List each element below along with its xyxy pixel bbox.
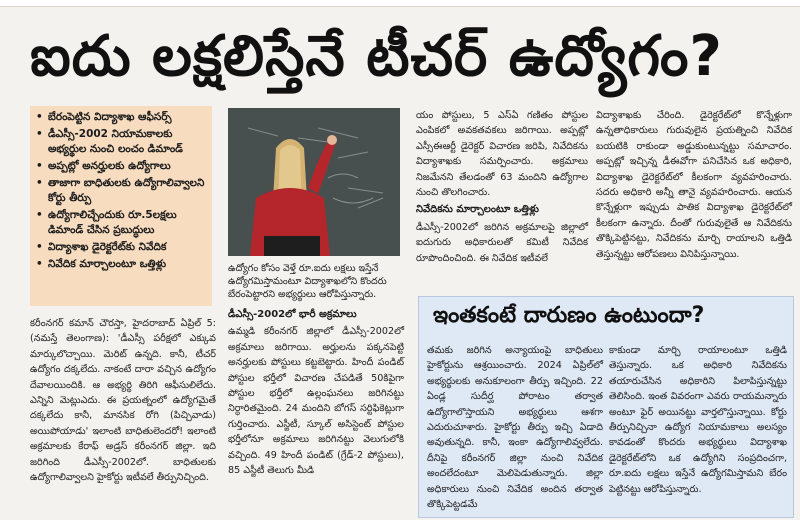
highlight-item: • తాజాగా బాధితులకు ఉద్యోగాలివ్వాలని కోర్టు తీర్పు [36, 176, 208, 206]
sidebar-story-column-2: కాకుండా మార్చి రాయాలంటూ ఒత్తిడి తెస్తున్నారు. ఒక అధికారి నివేదికను తయారుచేసిన అధికారిని పిలాపిస్తున్నట్టు తెలిసింది. ఇంత వివరంగా ఎవరు రాయమన్నారు అంటూ ఫైర్ అయినట్టు వార్తలొస్తున్నాయి. కోర్టు తీర్పునిచ్చినా ఉద్యోగ నియామకాలు అలస్యం కావడంతో కొందరు అభ్యర్థులు విద్యాశాఖ డైరెక్టరేట్‌లోని ఒక ఉద్యోగిని సంప్రదించగా, రూ.ఐదు లక్షలు ఇస్తేనే ఉద్యోగమిస్తామని బేరం పెట్టినట్టు ఆరోపిస్తున్నారు. [609, 345, 787, 495]
sidebar-story-column-1: తమకు జరిగిన అన్యాయంపై బాధితులు హైకోర్టును ఆశ్రయించారు. 2024 ఏప్రిల్‌లో అభ్యర్థులకు అనుకూలంగా తీర్పు ఇచ్చింది. 22 ఏండ్ల సుదీర్ఘ పోరాటం తర్వాత ఉద్యోగాలొస్తాయని అభ్యర్థులు ఆశగా ఎదురుచూశారు. హైకోర్టు తీర్పు ఇచ్చి ఏడాది అవుతున్నది. కానీ, ఇంకా ఉద్యోగాలివ్వలేదు. దీనిపై కరీంనగర్ జిల్లా నుంచి నివేదిక అందలేదంటూ మెలిపెడుతున్నారు. జిల్లా అధికారులు నుంచి నివేదిక అందిన తర్వాత తొక్కిపెట్టడమే [427, 345, 603, 511]
column-1-text: కరీంనగర్ కమాన్ చౌరస్తా, హైదరాబాద్ ఏప్రిల్ 5: (నమస్తే తెలంగాణ): 'డీఎస్సీ పరీక్షలో ఎక్కువ మార్కులొచ్చాయి. మెరిట్ ఉన్నది. కానీ, టీచర్ ఉద్యోగం దక్కలేదు. నాకంటే దారా వచ్చిన ఉద్యోగం దేవాలయిందికి. ఆ అభ్యర్థి తిరిగి ఆఫీసులిలేదు. ఎన్నిని మెట్లుఎదు. ఈ ప్రయత్నంలో ఉద్యోగమైతే దక్కలేదు కానీ, మానసిక రోగి (పిచ్చివాడు) అయిపోయాడు' ఇలాంటి బాధితులెందరో! ఇలాంటి అక్రమాలకు కేరాఫ్ అడ్రస్ కరీంనగర్ జిల్లా. ఇది జరిగింది డీఎస్సీ-2002లో. బాధితులకు ఉద్యోగాలివ్వాలని హైకోర్టు ఇటీవలే తీర్పునిచ్చింది. [30, 318, 216, 484]
teacher-at-chalkboard-photo [228, 108, 400, 256]
highlights-list [36, 110, 208, 272]
highlight-item: • నివేదిక మార్చాలంటూ ఒత్తిళ్లు [36, 257, 208, 272]
highlight-item: • విద్యాశాఖ డైరెక్టరేట్‌కు నివేదిక [36, 240, 208, 255]
column-2-text: ఉమ్మడి కరీంనగర్ జిల్లాలో డీఎస్సీ-2002లో అక్రమాలు జరిగాయి. అర్హులను పక్కనపెట్టి అనర్హులకు పోస్టులు కట్టబెట్టారు. హిందీ పండిట్ పోస్టుల భర్తీలో విచారణ చేపడితే 50కిపైగా పోస్టుల భర్తీలో ఉల్లంఘనలు జరిగినట్టు నిర్ధారితమైంది. 24 మందిని బోగస్ సర్టిఫికెట్లుగా గుర్తించారు. ఎస్జీటీ, స్కూల్ అసిస్టెంట్ పోస్టుల భర్తీలోనూ అక్రమాలు జరిగినట్టు వెలుగులోకి వచ్చింది. 49 హిందీ పండిట్ (గ్రేడ్-2 పోస్టులు), 85 ఎస్జీటీ తెలుగు మీడి [228, 326, 404, 477]
article-column-4 [596, 108, 792, 262]
highlight-item: • అప్పట్లో అనర్హులకు ఉద్యోగాలు [36, 159, 208, 174]
article-column-2 [228, 305, 404, 478]
highlight-item: • ఉద్యోగాలిచ్చేందుకు రూ.5లక్షలు డిమాండ్ చేసిన ప్రబుద్ధులు [36, 208, 208, 238]
bottom-rule [0, 520, 800, 526]
photo-caption: ఉద్యోగం కోసం వెళ్తే రూ.ఐదు లక్షలు ఇస్తేనే ఉద్యోగమిస్తామంటూ విద్యాశాఖలోని కొందరు బేరంపెట్టారని అభ్యర్థులు ఆరోపిస్తున్నారు. [228, 263, 387, 300]
highlights-box [30, 106, 212, 306]
highlight-item: • డీఎస్సీ-2002 నియామకాలకు అభ్యర్థుల నుంచి లంచం డిమాండ్ [36, 127, 208, 157]
column-3-subheading: నివేదికను మార్చాలంటూ ఒత్తిళ్లు [416, 204, 539, 216]
column-2-subheading: డీఎస్సీ-2002లో భారీ అక్రమాలు [228, 309, 357, 320]
highlight-item: • బేరంపెట్టిన విద్యాశాఖ ఆఫీసర్స్ [36, 110, 208, 125]
sidebar-story-title: ఇంతకంటే దారుణం ఉంటుందా? [433, 303, 705, 328]
headline: ఐదు లక్షలిస్తేనే టీచర్ ఉద్యోగం? [30, 24, 723, 89]
column-3-text-a: యం పోస్టులు, 5 ఎస్ఏ గణితం పోస్టుల ఎంపికలో అవకతవకలు జరిగాయి. అప్పట్లో ఎస్సీఈఆర్టీ డైరెక్టర్ విచారణ జరిపి, నివేదికను విద్యాశాఖకు సమర్పించారు. అక్రమాలు నిజమేనని తేలడంతో 63 మందిని ఉద్యోగాల నుంచి తొలగించారు. [416, 110, 588, 199]
article-column-1 [30, 316, 216, 485]
article-column-3 [416, 108, 588, 266]
column-4-text: విద్యాశాఖకు చేరింది. డైరెక్టరేట్‌లో కొన్నేళ్లుగా ఉన్నతాధికారులు గురువులైన ప్రయత్నించి నివేదిక బయటికి రాకుండా అడ్డుకుంటున్నట్టు సమాచారం. అప్పట్లో ఇచ్చిన్న డీఈవోగా పనిచేసిన ఒక అధికారి, విద్యాశాఖ డైరెక్టరేట్‌లో కీలకంగా వ్యవహరించారు. సదరు అధికారి అన్నీ తానై వ్యవహరించారు. ఆయన కొన్నేళ్లుగా ఇప్పుడు పాతిక విద్యాశాఖ డైరెక్టరేట్‌లో కీలకంగా ఉన్నారు. దీంతో గురువులైతే ఆ నివేదికను తొక్కిపెట్టినట్టు, నివేదికను మార్చి రాయాలని ఒత్తిడి తెస్తున్నట్టు ఆరోపణలు వినిపిస్తున్నాయి. [596, 110, 792, 260]
sidebar-story-box [418, 296, 794, 518]
column-3-text-b: డీఎస్సీ-2002లో జరిగిన అక్రమాలపై జిల్లాలో ఐదుగురు అధికారులతో కమిటీ నివేదిక రూపొందించింది. ఈ నివేదిక ఇటీవలే [416, 221, 588, 264]
top-rule [0, 0, 800, 7]
